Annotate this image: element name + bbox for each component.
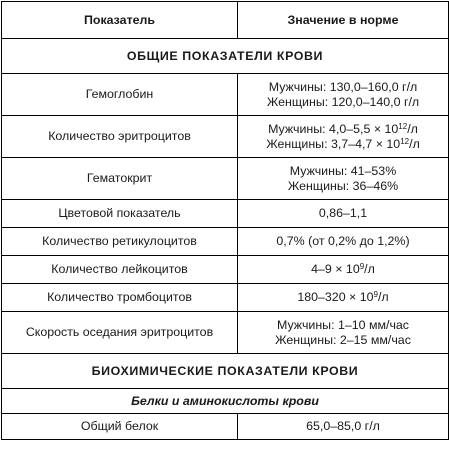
table-row-esr	[2, 312, 449, 354]
cell-value-hemoglobin	[238, 74, 449, 116]
cell-name-hemoglobin: Гемоглобин	[2, 74, 238, 116]
cell-value-reticulocytes: 0,7% (от 0,2% до 1,2%)	[238, 228, 449, 256]
cell-value-platelets	[238, 284, 449, 312]
cell-name-esr: Скорость оседания эритроцитов	[2, 312, 238, 354]
value-line-women: Женщины: 120,0–140,0 г/л	[266, 94, 420, 109]
cell-name-platelets: Количество тромбоцитов	[2, 284, 238, 312]
value-exponent: 12	[400, 136, 410, 146]
cell-name-reticulocytes: Количество ретикулоцитов	[2, 228, 238, 256]
blood-norms-table	[1, 1, 449, 440]
value-mantissa: 180–320 × 10	[297, 290, 374, 304]
subsection-row-proteins	[2, 389, 449, 414]
value-unit: /л	[377, 290, 389, 304]
cell-value-hematocrit	[238, 158, 449, 200]
table-row-platelets	[2, 284, 449, 312]
cell-value-erythrocytes	[238, 116, 449, 158]
table-header-row	[2, 2, 449, 39]
table-row-hemoglobin	[2, 74, 449, 116]
section-row-general	[2, 39, 449, 74]
table-row-reticulocytes	[2, 228, 449, 256]
value-line-women: Женщины: 36–46%	[287, 178, 399, 193]
value-exponent: 12	[398, 121, 408, 131]
value-line-women	[242, 137, 444, 152]
cell-value-leukocytes	[238, 256, 449, 284]
table-row-hematocrit	[2, 158, 449, 200]
value-mantissa: Женщины: 3,7–4,7 × 10	[266, 136, 401, 151]
cell-name-color-index: Цветовой показатель	[2, 200, 238, 228]
table-row-erythrocytes	[2, 116, 449, 158]
section-title-general: ОБЩИЕ ПОКАЗАТЕЛИ КРОВИ	[2, 39, 449, 74]
value-unit: /л	[409, 136, 420, 151]
cell-name-total-protein: Общий белок	[2, 414, 238, 440]
cell-value-esr	[238, 312, 449, 354]
cell-value-total-protein: 65,0–85,0 г/л	[238, 414, 449, 440]
table-row-total-protein	[2, 414, 449, 440]
header-normal-value: Значение в норме	[238, 2, 449, 39]
table-row-leukocytes	[2, 256, 449, 284]
value-mantissa: 4–9 × 10	[311, 262, 360, 276]
cell-value-color-index: 0,86–1,1	[238, 200, 449, 228]
value-line-men: Мужчины: 130,0–160,0 г/л	[268, 79, 418, 94]
value-unit: /л	[407, 121, 418, 136]
cell-name-erythrocytes: Количество эритроцитов	[2, 116, 238, 158]
value-unit: /л	[364, 262, 375, 276]
value-mantissa: Мужчины: 4,0–5,5 × 10	[268, 121, 399, 136]
section-title-biochem: БИОХИМИЧЕСКИЕ ПОКАЗАТЕЛИ КРОВИ	[2, 354, 449, 389]
value-line-men	[242, 122, 444, 137]
subsection-title-proteins: Белки и аминокислоты крови	[2, 389, 449, 414]
cell-name-leukocytes: Количество лейкоцитов	[2, 256, 238, 284]
header-indicator: Показатель	[2, 2, 238, 39]
value-line-women: Женщины: 2–15 мм/час	[275, 332, 411, 347]
value-line-men: Мужчины: 41–53%	[289, 163, 397, 178]
value-exponent: 9	[359, 262, 365, 271]
table-row-color-index	[2, 200, 449, 228]
value-exponent: 9	[373, 290, 378, 299]
cell-name-hematocrit: Гематокрит	[2, 158, 238, 200]
value-line-men: Мужчины: 1–10 мм/час	[277, 317, 409, 332]
section-row-biochem	[2, 354, 449, 389]
